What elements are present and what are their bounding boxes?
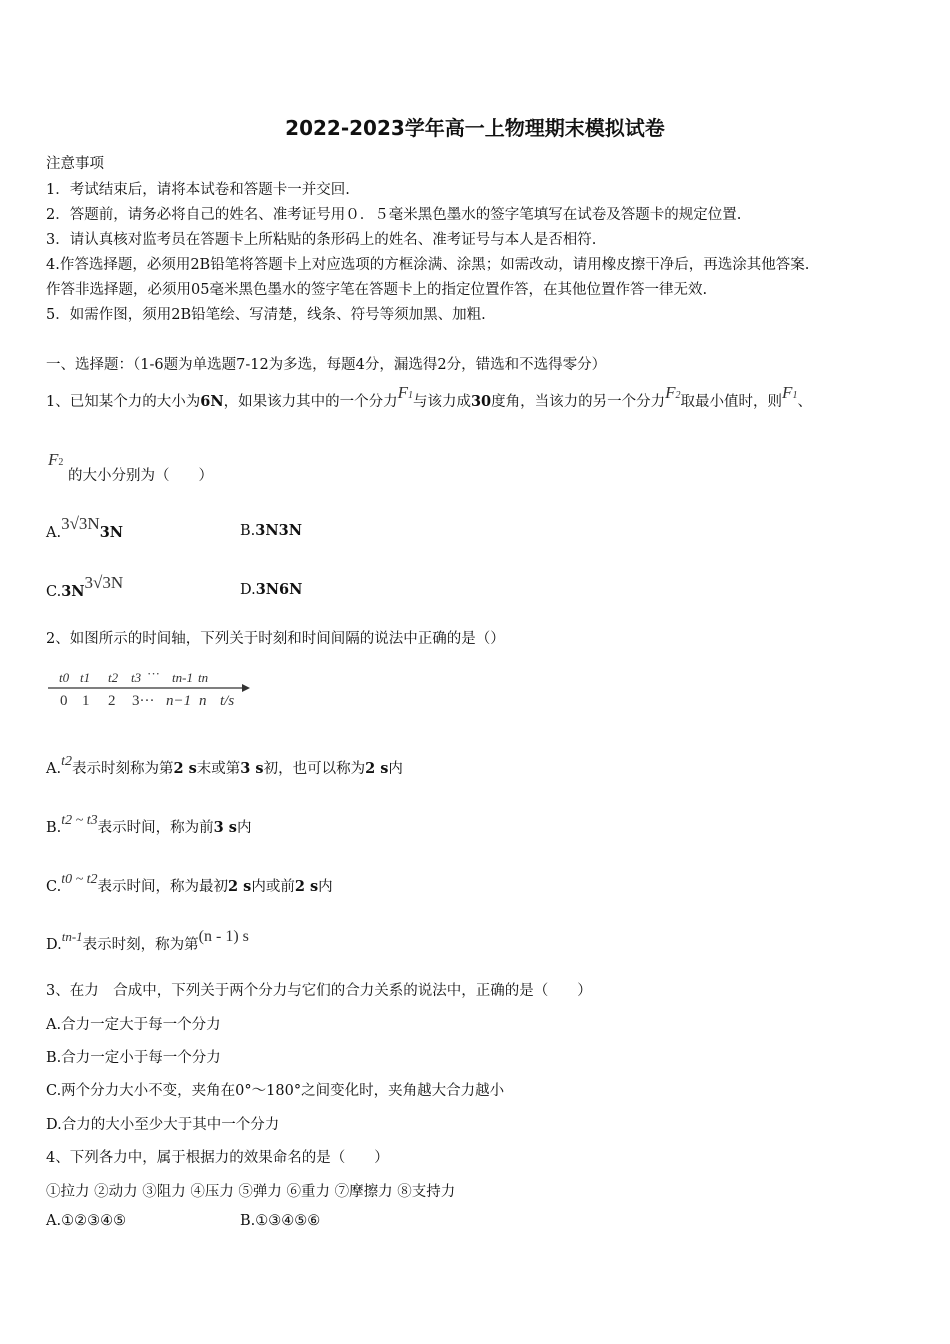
axis-arrow xyxy=(242,684,250,692)
q1-option-c: C.3N3√3N xyxy=(46,573,124,600)
section-heading: 一、选择题：（1-6题为单选题7-12为多选，每题4分，漏选得2分，错选和不选得零分） xyxy=(46,357,607,373)
notice-heading: 注意事项 xyxy=(46,156,104,172)
question-3-stem: 3、在力 合成中，下列关于两个分力与它们的合力关系的说法中，正确的是（ ） xyxy=(46,983,592,999)
axis-bottom-label: 1 xyxy=(82,693,90,709)
q3-option-b: B.合力一定小于每一个分力 xyxy=(46,1050,221,1066)
q2-option-d: D.tn-1表示时刻，称为第(n - 1) s xyxy=(46,928,249,953)
axis-bottom-label: 3··· xyxy=(132,693,155,709)
f2-symbol: F2 xyxy=(48,450,64,469)
q2-option-b: B.t2 ~ t3表示时间，称为前3 s内 xyxy=(46,813,252,836)
axis-bottom-label: n xyxy=(199,693,207,709)
question-1-stem-end: 的大小分别为（ ） xyxy=(68,468,213,484)
question-2-stem: 2、如图所示的时间轴，下列关于时刻和时间间隔的说法中正确的是（） xyxy=(46,631,505,647)
f2-symbol: F2 xyxy=(665,383,681,402)
notice-item: 4.作答选择题，必须用2B铅笔将答题卡上对应选项的方框涂满、涂黑；如需改动，请用橡皮擦干净后，再选涂其他答案. xyxy=(46,257,810,273)
q3-option-a: A.合力一定大于每一个分力 xyxy=(46,1017,221,1033)
axis-top-label: t2 xyxy=(108,670,119,685)
f1-symbol: F1 xyxy=(397,383,413,402)
axis-top-label: t1 xyxy=(80,670,91,685)
q1-option-d: D.3N6N xyxy=(240,581,303,598)
question-1-stem: 1、已知某个力的大小为6N，如果该力其中的一个分力F1与该力成30度角，当该力的另一个分力F2取最小值时，则F1、 xyxy=(46,383,812,410)
q4-option-b: B.①③④⑤⑥ xyxy=(240,1213,321,1229)
axis-bottom-label: 0 xyxy=(60,693,68,709)
notice-item: 1．考试结束后，请将本试卷和答题卡一并交回. xyxy=(46,182,350,198)
axis-top-label: t3 xyxy=(131,670,142,685)
axis-top-label: ··· xyxy=(147,666,160,681)
q1-option-b: B.3N3N xyxy=(240,522,302,539)
notice-item: 作答非选择题，必须用05毫米黑色墨水的签字笔在答题卡上的指定位置作答，在其他位置作答一律无效. xyxy=(46,282,708,298)
axis-top-label: t0 xyxy=(59,670,70,685)
axis-bottom-label: t/s xyxy=(220,693,235,709)
q2-option-a: A.t2表示时刻称为第2 s末或第3 s初，也可以称为2 s内 xyxy=(46,754,403,777)
axis-top-label: tn-1 xyxy=(172,670,193,685)
axis-bottom-label: n−1 xyxy=(166,693,192,709)
time-axis-diagram xyxy=(46,662,256,710)
q1-option-a: A.3√3N3N xyxy=(46,514,124,541)
notice-item: 2．答题前，请务必将自己的姓名、准考证号用０．５毫米黑色墨水的签字笔填写在试卷及答题卡的规定位置. xyxy=(46,207,742,223)
notice-item: 3．请认真核对监考员在答题卡上所粘贴的条形码上的姓名、准考证号与本人是否相符. xyxy=(46,232,597,248)
q4-option-a: A.①②③④⑤ xyxy=(46,1213,127,1229)
page-title: 2022-2023学年高一上物理期末模拟试卷 xyxy=(285,116,665,140)
q3-option-c: C.两个分力大小不变，夹角在0°～180°之间变化时，夹角越大合力越小 xyxy=(46,1083,505,1099)
q4-force-list: ①拉力 ②动力 ③阻力 ④压力 ⑤弹力 ⑥重力 ⑦摩擦力 ⑧支持力 xyxy=(46,1184,456,1200)
q3-option-d: D.合力的大小至少大于其中一个分力 xyxy=(46,1117,280,1133)
notice-item: 5．如需作图，须用2B铅笔绘、写清楚，线条、符号等须加黑、加粗. xyxy=(46,307,486,323)
f1-symbol: F1 xyxy=(782,383,798,402)
axis-bottom-label: 2 xyxy=(108,693,116,709)
question-4-stem: 4、下列各力中，属于根据力的效果命名的是（ ） xyxy=(46,1150,389,1166)
q2-option-c: C.t0 ~ t2表示时间，称为最初2 s内或前2 s内 xyxy=(46,872,333,895)
axis-top-label: tn xyxy=(198,670,209,685)
math-expr: 3√3N xyxy=(84,573,124,592)
math-expr: 3√3N xyxy=(61,514,100,533)
